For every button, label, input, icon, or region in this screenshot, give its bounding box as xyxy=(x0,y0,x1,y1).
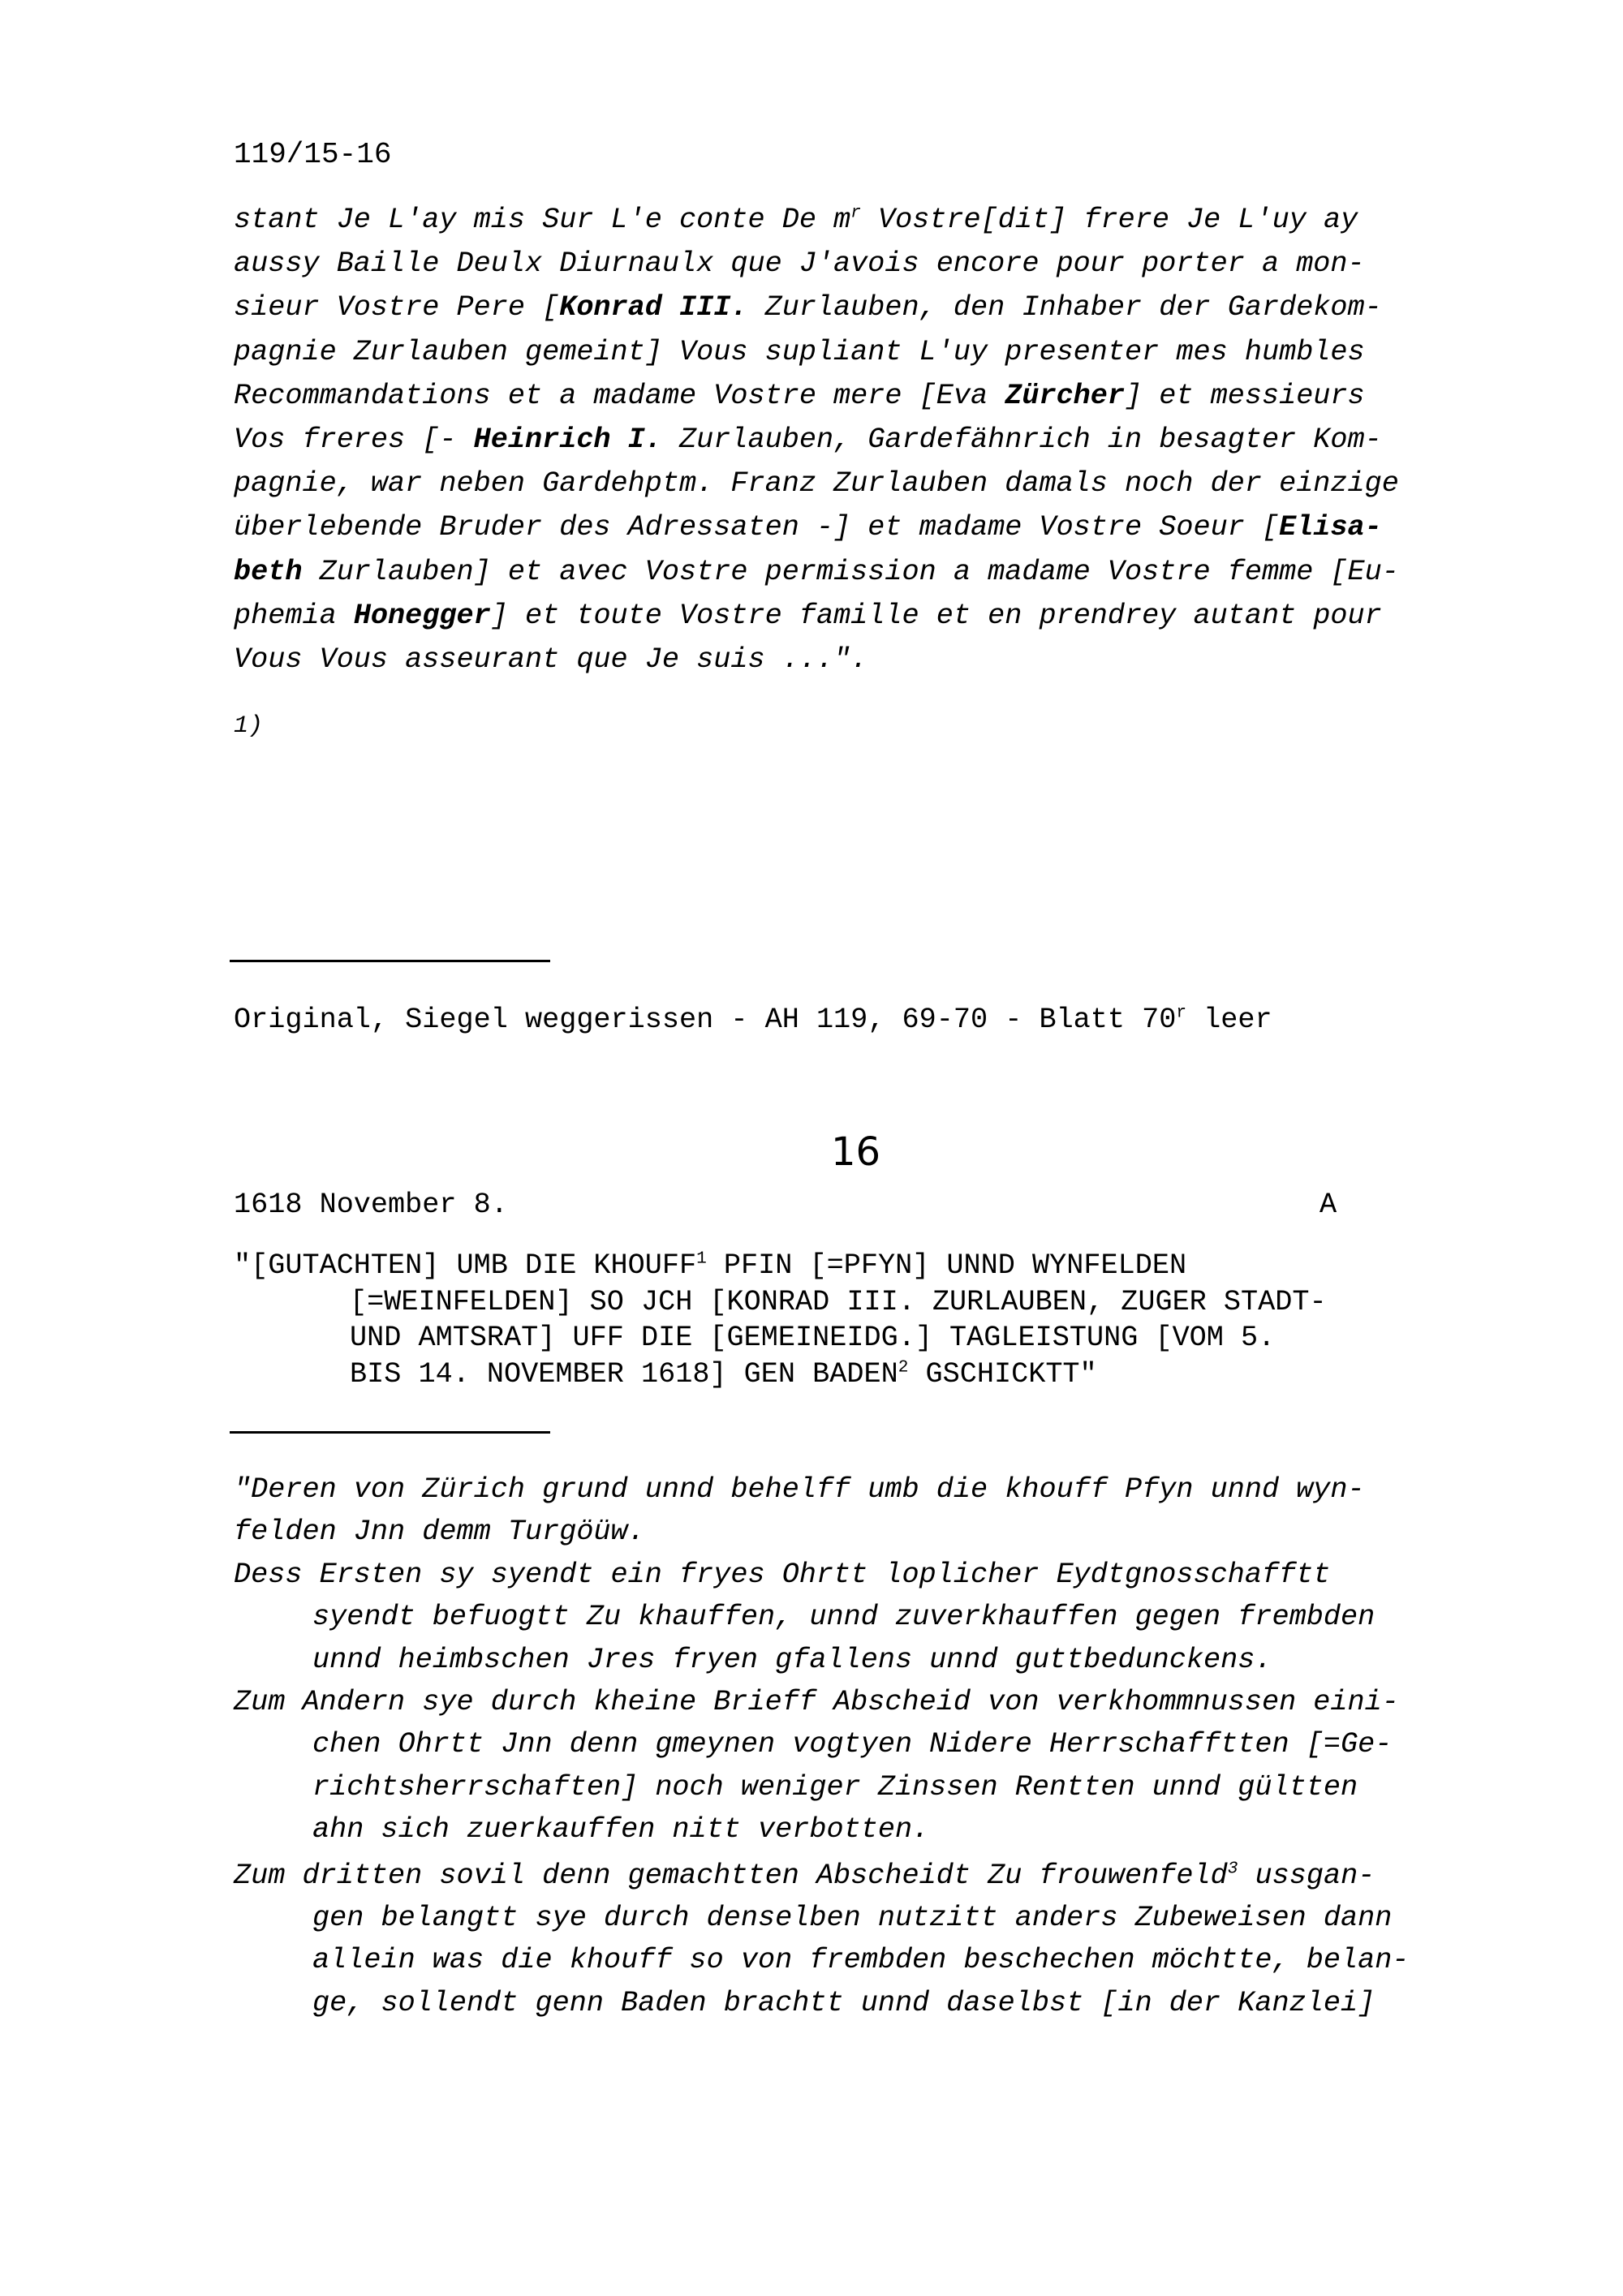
title-divider xyxy=(230,1431,550,1434)
source-note: Original, Siegel weggerissen - AH 119, 69-70 - Blatt 70$^r$ leer xyxy=(234,1003,1272,1036)
title-line: UND AMTSRAT] UFF DIE [GEMEINEIDG.] TAGLEISTUNG [VOM 5. xyxy=(350,1322,1276,1354)
document-letter-mark: A xyxy=(1319,1189,1337,1221)
letter-line: beth Zurlauben] et avec Vostre permission a madame Vostre femme [Eu- xyxy=(234,555,1399,588)
person-name: Heinrich I. xyxy=(473,424,662,457)
letter-line: Vous Vous asseurant que Je suis ...". xyxy=(234,643,868,677)
person-name: Elisa- xyxy=(1279,511,1382,544)
title-line: [=WEINFELDEN] SO JCH [KONRAD III. ZURLAUBEN, ZUGER STADT- xyxy=(350,1285,1327,1318)
excerpt-line: Zum dritten sovil denn gemachtten Abscheidt Zu frouwenfeld$^3$ ussgan- xyxy=(234,1858,1375,1892)
letter-line: Vos freres [- Heinrich I. Zurlauben, Gardefähnrich in besagter Kom- xyxy=(234,424,1382,457)
letter-line: pagnie Zurlauben gemeint] Vous supliant L'uy presenter mes humbles xyxy=(234,335,1365,368)
person-name: beth xyxy=(234,555,303,588)
letter-line: phemia Honegger] et toute Vostre famille et en prendrey autant pour xyxy=(234,599,1382,632)
excerpt-line: "Deren von Zürich grund unnd behelff umb die khouff Pfyn unnd wyn- xyxy=(234,1473,1365,1506)
letter-line: Recommandations et a madame Vostre mere [Eva Zürcher] et messieurs xyxy=(234,379,1365,412)
letter-line: sieur Vostre Pere [Konrad III. Zurlauben, den Inhaber der Gardekom- xyxy=(234,291,1382,325)
footnote-marker: 1) xyxy=(234,712,264,740)
excerpt-line: ge, sollendt genn Baden brachtt unnd daselbst [in der Kanzlei] xyxy=(312,1986,1375,2019)
excerpt-line: syendt befuogtt Zu khauffen, unnd zuverkhauffen gegen frembden xyxy=(312,1601,1375,1634)
footnote-divider xyxy=(230,960,550,962)
document-number: 16 xyxy=(831,1129,881,1175)
excerpt-line: Zum Andern sye durch kheine Brieff Abscheid von verkhommnussen eini- xyxy=(234,1686,1399,1719)
excerpt-line: allein was die khouff so von frembden beschechen möchtte, belan- xyxy=(312,1944,1410,1977)
letter-line: überlebende Bruder des Adressaten -] et madame Vostre Soeur [Elisa- xyxy=(234,511,1382,544)
excerpt-line: chen Ohrtt Jnn denn gmeynen vogtyen Nidere Herrschafftten [=Ge- xyxy=(312,1728,1393,1761)
excerpt-line: richtsherrschaften] noch weniger Zinssen Rentten unnd gültten xyxy=(312,1770,1358,1804)
title-line: "[GUTACHTEN] UMB DIE KHOUFF$^1$ PFIN [=PFYN] UNND WYNFELDEN xyxy=(234,1249,1187,1282)
document-excerpt xyxy=(234,1468,1500,2024)
person-name: Konrad III. xyxy=(559,291,748,325)
title-line: BIS 14. NOVEMBER 1618] GEN BADEN$^2$ GSCHICKTT" xyxy=(350,1357,1097,1391)
document-title xyxy=(234,1248,1500,1392)
excerpt-line: gen belangtt sye durch denselben nutzitt anders Zubeweisen dann xyxy=(312,1902,1393,1935)
letter-line: pagnie, war neben Gardehptm. Franz Zurlauben damals noch der einzige xyxy=(234,467,1399,501)
excerpt-line: unnd heimbschen Jres fryen gfallens unnd guttbedunckens. xyxy=(312,1643,1272,1676)
letter-line: aussy Baille Deulx Diurnaulx que J'avois encore pour porter a mon- xyxy=(234,247,1365,281)
letter-text xyxy=(234,198,1483,681)
excerpt-line: ahn sich zuerkauffen nitt verbotten. xyxy=(312,1813,930,1847)
letter-line: stant Je L'ay mis Sur L'e conte De $m^r$ Vostre[dit] frere Je L'uy ay xyxy=(234,203,1358,236)
excerpt-line: felden Jnn demm Turgöüw. xyxy=(234,1516,645,1549)
person-name: Honegger xyxy=(353,599,491,632)
document-date: 1618 November 8. xyxy=(234,1189,508,1221)
excerpt-line: Dess Ersten sy syendt ein fryes Ohrtt loplicher Eydtgnosschafftt xyxy=(234,1558,1331,1591)
person-name: Zürcher xyxy=(1005,379,1126,412)
page-reference: 119/15-16 xyxy=(234,138,392,171)
